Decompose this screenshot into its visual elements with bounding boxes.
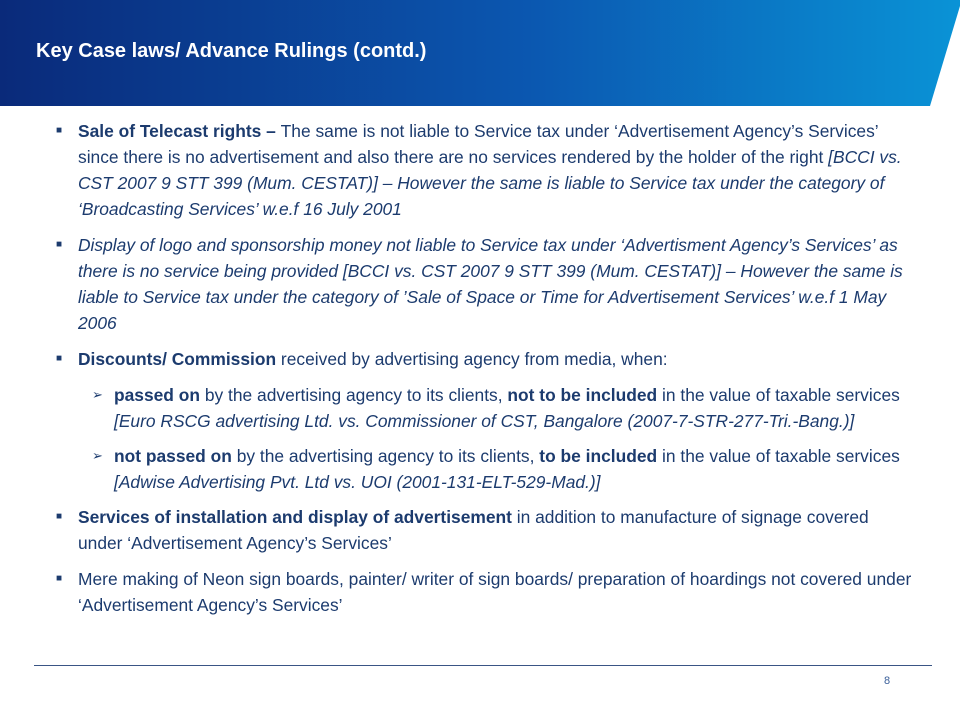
text-run: received by advertising agency from media, when: (276, 349, 668, 369)
bullet-item (56, 504, 916, 556)
sub-bullet-item (56, 382, 916, 434)
text-run: passed on (114, 385, 201, 405)
bullet-item (56, 118, 916, 222)
bullet-item (56, 566, 916, 618)
square-bullet-icon: ■ (56, 511, 63, 522)
text-run: not to be included (507, 385, 658, 405)
bullet-item (56, 232, 916, 336)
text-run: in addition to manufacture of signage covered under ‘Advertisement Agency’s Services’ (78, 507, 869, 553)
square-bullet-icon: ■ (56, 573, 63, 584)
text-run: to be included (539, 446, 658, 466)
square-bullet-icon: ■ (56, 125, 63, 136)
page-number: 8 (884, 675, 891, 687)
arrowhead-bullet-icon: ➢ (92, 387, 103, 402)
text-run: The same is not liable to Service tax under ‘Advertisement Agency’s Services’ since there is no advertisement and also there are no services rendered by the holder of the right (78, 121, 879, 167)
text-run: [Euro RSCG advertising Ltd. vs. Commissioner of CST, Bangalore (2007-7-STR-277-Tri.-Bang.)] (114, 411, 855, 431)
text-run: in the value of taxable services (657, 385, 900, 405)
square-bullet-icon: ■ (56, 239, 63, 250)
text-run: by the advertising agency to its clients, (200, 385, 508, 405)
text-run: Display of logo and sponsorship money not liable to Service tax under ‘Advertisment Agency’s Services’ as there is no service being provided [BCCI vs. CST 2007 9 STT 399 (Mum. CESTAT)] – However the same is liable to Service tax under the category of ’Sale of Space or Time for Advertisement Services’ w.e.f 1 May 2006 (78, 235, 903, 333)
text-run: Discounts/ Commission (78, 349, 277, 369)
text-run: Services of installation and display of advertisement (78, 507, 512, 527)
arrowhead-bullet-icon: ➢ (92, 448, 103, 463)
text-run: [BCCI vs. CST 2007 9 STT 399 (Mum. CESTAT)] – However the same is liable to Service tax under the category of ‘Broadcasting Services’ w.e.f 16 July 2001 (78, 147, 902, 219)
slide-title: Key Case laws/ Advance Rulings (contd.) (36, 40, 427, 62)
text-run: Mere making of Neon sign boards, painter/ writer of sign boards/ preparation of hoardings not covered under ‘Advertisement Agency’s Services’ (78, 569, 912, 615)
footer-divider (34, 665, 932, 666)
text-run: Sale of Telecast rights – (78, 121, 281, 141)
square-bullet-icon: ■ (56, 353, 63, 364)
slide-body (56, 118, 916, 628)
text-run: [Adwise Advertising Pvt. Ltd vs. UOI (2001-131-ELT-529-Mad.)] (114, 472, 601, 492)
text-run: not passed on (114, 446, 232, 466)
bullet-item (56, 346, 916, 372)
text-run: by the advertising agency to its clients, (231, 446, 540, 466)
text-run: in the value of taxable services (657, 446, 900, 466)
sub-bullet-item (56, 443, 916, 495)
